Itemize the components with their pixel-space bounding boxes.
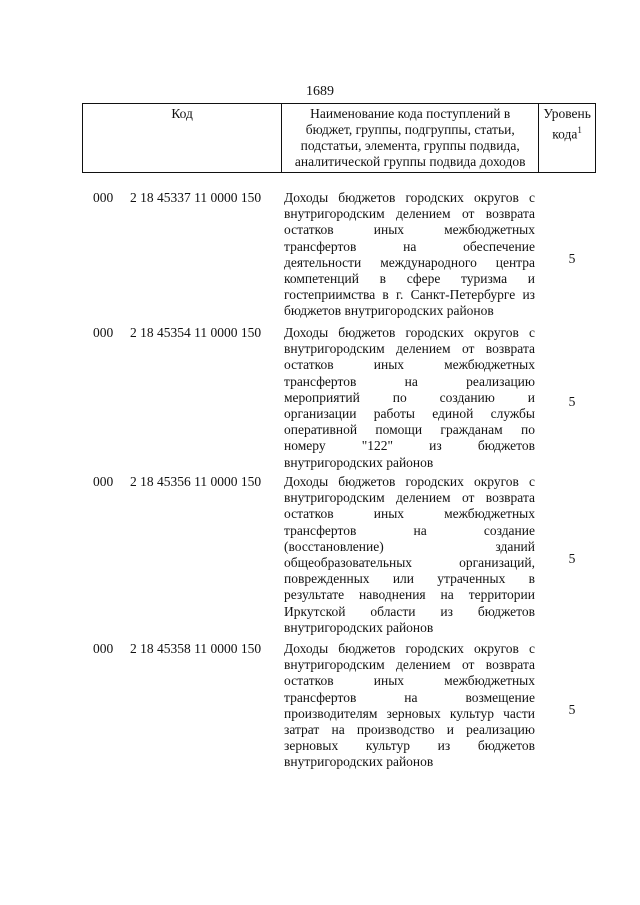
- row-gad-code: 000: [93, 325, 114, 340]
- row-name-line: трансфертов на возмещение: [284, 689, 535, 705]
- header-level-line2: [539, 122, 595, 143]
- row-name-line: (восстановление) зданий: [284, 538, 535, 554]
- row-gad-code: 000: [93, 641, 114, 656]
- footnote-marker: 1: [577, 125, 582, 135]
- row-name-line: Доходы бюджетов городских округов с: [284, 190, 535, 205]
- row-name-line: остатков иных межбюджетных: [284, 506, 535, 522]
- row-name: [284, 641, 535, 771]
- row-name-line: внутригородским делением от возврата: [284, 341, 535, 357]
- table-header: [82, 103, 596, 173]
- row-name-line: внутригородских районов: [284, 754, 434, 770]
- row-name-line: зерновых культур из бюджетов: [284, 738, 535, 754]
- row-name-line: внутригородским делением от возврата: [284, 490, 535, 506]
- row-name: [284, 474, 535, 636]
- row-name-line: гостеприимства в г. Санкт-Петербурге из: [284, 287, 535, 303]
- row-level: 5: [568, 250, 576, 266]
- row-name-line: компетенций в сфере туризма и: [284, 270, 535, 286]
- row-revenue-code: 2 18 45358 11 0000 150: [130, 641, 262, 656]
- row-name: [284, 325, 535, 471]
- row-name-line: затрат на производство и реализацию: [284, 721, 535, 737]
- row-name-line: Доходы бюджетов городских округов с: [284, 325, 535, 340]
- row-gad-code: 000: [93, 474, 114, 489]
- row-name-line: деятельности международного центра: [284, 254, 535, 270]
- row-revenue-code: 2 18 45356 11 0000 150: [130, 474, 262, 489]
- row-name-line: внутригородским делением от возврата: [284, 206, 535, 222]
- row-name-line: остатков иных межбюджетных: [284, 357, 535, 373]
- header-name-line: аналитической группы подвида доходов: [294, 154, 526, 169]
- header-level: [539, 104, 595, 172]
- header-level-text: кода: [552, 126, 578, 142]
- header-level-line1: Уровень: [543, 106, 591, 121]
- row-level: 5: [568, 393, 576, 409]
- row-name-line: бюджетов внутригородских районов: [284, 303, 494, 319]
- row-name-line: внутригородских районов: [284, 619, 434, 635]
- row-name-line: поврежденных или утраченных в: [284, 571, 535, 587]
- row-level: 5: [568, 701, 576, 717]
- header-code: Код: [83, 104, 282, 172]
- row-name-line: оперативной помощи гражданам по: [284, 422, 535, 438]
- row-name-line: организации работы единой службы: [284, 405, 535, 421]
- row-name-line: общеобразовательных организаций,: [284, 554, 535, 570]
- row-name-line: номеру "122" из бюджетов: [284, 438, 535, 454]
- row-name-line: остатков иных межбюджетных: [284, 673, 535, 689]
- header-name-line: бюджет, группы, подгруппы, статьи,: [305, 122, 515, 137]
- row-name-line: внутригородских районов: [284, 454, 434, 470]
- row-name-line: внутригородским делением от возврата: [284, 657, 535, 673]
- row-revenue-code: 2 18 45337 11 0000 150: [130, 190, 262, 205]
- row-revenue-code: 2 18 45354 11 0000 150: [130, 325, 262, 340]
- row-name-line: трансфертов на создание: [284, 522, 535, 538]
- header-name-line: подстатьи, элемента, группы подвида,: [300, 138, 520, 153]
- row-name-line: трансфертов на реализацию: [284, 373, 535, 389]
- row-name-line: результате наводнения на территории: [284, 587, 535, 603]
- row-name-line: трансфертов на обеспечение: [284, 238, 535, 254]
- row-name-line: остатков иных межбюджетных: [284, 222, 535, 238]
- row-name-line: мероприятий по созданию и: [284, 389, 535, 405]
- row-name-line: Доходы бюджетов городских округов с: [284, 641, 535, 656]
- row-gad-code: 000: [93, 190, 114, 205]
- row-level: 5: [568, 550, 576, 566]
- header-name: [282, 104, 539, 172]
- row-name-line: производителям зерновых культур части: [284, 705, 535, 721]
- header-name-line: Наименование кода поступлений в: [310, 106, 511, 121]
- row-name-line: Иркутской области из бюджетов: [284, 603, 535, 619]
- row-name-line: Доходы бюджетов городских округов с: [284, 474, 535, 489]
- page-number: 1689: [306, 84, 334, 99]
- row-name: [284, 190, 535, 320]
